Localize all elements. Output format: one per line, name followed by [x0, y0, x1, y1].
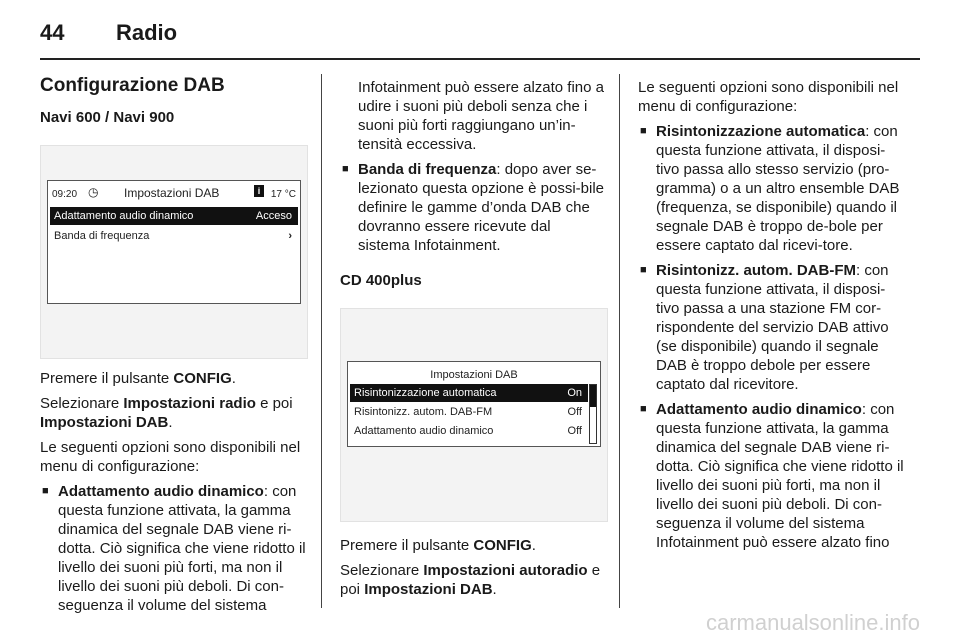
navi-screen-image	[40, 145, 308, 359]
paragraph-continuation: Infotainment può essere alzato fino a udire i suoni più deboli senza che i suoni più forti raggiungano un’in-tensità eccessiva.	[358, 79, 604, 153]
model-subheading-navi: Navi 600 / Navi 900	[40, 109, 175, 126]
navi-display	[47, 180, 301, 304]
bullet-dynamic-audio: ■ Adattamento audio dinamico: con questa funzione attivata, la gamma dinamica del segnale DAB viene ri-dotta. Ciò significa che viene ridotto il livello dei suoni più forti, ma non il livello dei suoni più deboli. Di con-seguenza il volume del sistema	[40, 482, 306, 615]
bullet-auto-retune: ■ Risintonizzazione automatica: con questa funzione attivata, il disposi-tivo passa allo stesso servizio (pro-gramma) o a un altro ensemble DAB (frequenza, se disponibile) quando il segnale DAB è troppo de-bole per essere captato dal ricevi-tore.	[638, 122, 904, 255]
bullet-frequency-band: ■ Banda di frequenza: dopo aver se-lezionato questa opzione è possi-bile definire le gamme d’onda DAB che dovranno essere ricevute dal sistema Infotainment.	[340, 160, 606, 255]
display-temperature: 17 °C	[270, 189, 296, 200]
bullet-dynamic-audio-cd: ■ Adattamento audio dinamico: con questa funzione attivata, la gamma dinamica del segnale DAB viene ri-dotta. Ciò significa che viene ridotto il livello dei suoni più forti, ma non il livello dei suoni più deboli. Di con-seguenza il volume del sistema Infotainment può essere alzato fino	[638, 400, 904, 552]
bullet-auto-retune-dab-fm: ■ Risintonizz. autom. DAB-FM: con questa funzione attivata, il disposi-tivo passa a una stazione FM cor-rispondente del servizio DAB attivo (se disponibile) quando il segnale DAB è troppo debole per essere captato dal ricevitore.	[638, 261, 904, 394]
section-heading: Configurazione DAB	[40, 75, 225, 96]
column-divider-1	[321, 74, 322, 608]
display-row	[350, 422, 588, 440]
display-row-selected	[50, 207, 298, 225]
row-label: Adattamento audio dinamico	[54, 210, 194, 222]
display-title: Impostazioni DAB	[430, 369, 518, 381]
paragraph-press-config-cd: Premere il pulsante CONFIG.	[340, 537, 536, 554]
display-row	[50, 227, 298, 245]
info-icon: i	[254, 185, 264, 197]
page-number: 44	[40, 20, 65, 45]
row-value: Off	[567, 425, 582, 437]
column-1	[40, 74, 306, 615]
section-title: Radio	[116, 20, 178, 45]
display-title: Impostazioni DAB	[124, 186, 220, 200]
navi-display-topbar	[48, 181, 300, 203]
row-label: Banda di frequenza	[54, 230, 150, 242]
display-scroll-thumb	[590, 385, 596, 407]
cd400-display-topbar	[348, 362, 600, 384]
column-3	[638, 78, 904, 552]
header-divider	[40, 58, 920, 60]
paragraph-press-config: Premere il pulsante CONFIG.	[40, 370, 236, 387]
column-2	[340, 78, 606, 599]
row-label: Adattamento audio dinamico	[354, 425, 494, 437]
row-value: Off	[567, 406, 582, 418]
column-divider-2	[619, 74, 620, 608]
page-header	[40, 12, 920, 56]
clock-icon: ◷	[88, 185, 99, 199]
paragraph-options-intro-cd: Le seguenti opzioni sono disponibili nel menu di configurazione:	[638, 79, 899, 115]
display-scrollbar	[589, 384, 597, 444]
cd400-screen-image	[340, 308, 608, 522]
paragraph-select-settings-cd: Selezionare Impostazioni autoradio e poi Impostazioni DAB.	[340, 562, 601, 598]
chevron-right-icon: ›	[288, 230, 292, 242]
watermark: carmanualsonline.info	[705, 610, 920, 635]
display-row-selected	[350, 384, 588, 402]
paragraph-options-intro: Le seguenti opzioni sono disponibili nel menu di configurazione:	[40, 439, 301, 475]
paragraph-select-settings: Selezionare Impostazioni radio e poi Impostazioni DAB.	[40, 395, 293, 431]
row-value: On	[567, 387, 582, 399]
model-subheading-cd400: CD 400plus	[340, 272, 422, 289]
cd400-display	[347, 361, 601, 447]
row-label: Risintonizz. autom. DAB-FM	[354, 406, 493, 418]
row-label: Risintonizzazione automatica	[354, 387, 497, 399]
display-row	[350, 403, 588, 421]
row-value: Acceso	[255, 210, 292, 222]
display-time: 09:20	[52, 189, 78, 200]
